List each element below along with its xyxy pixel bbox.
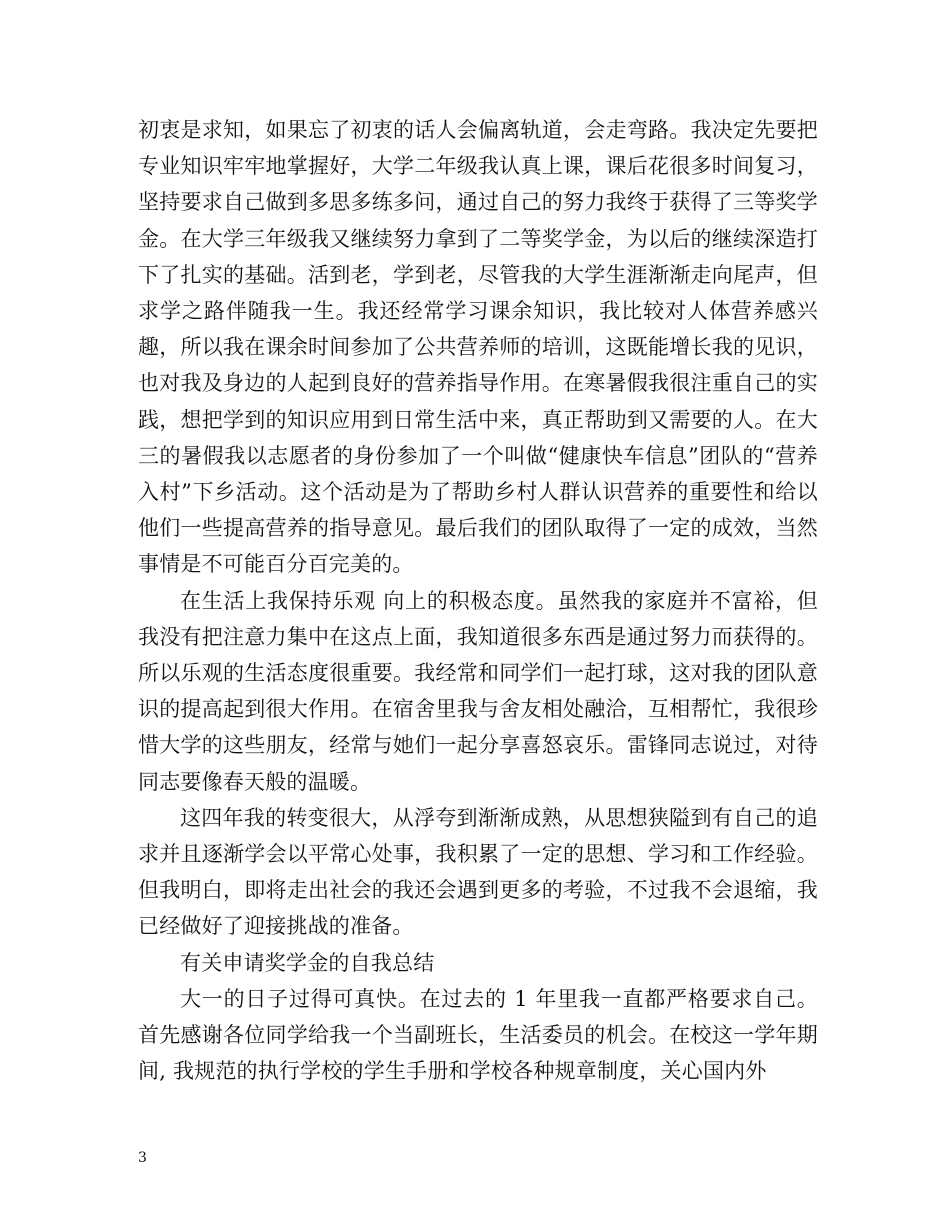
section-heading: 有关申请奖学金的自我总结 bbox=[180, 950, 435, 975]
page-number: 3 bbox=[138, 1150, 147, 1166]
document-body bbox=[138, 112, 818, 1089]
paragraph-first-year: 大一的日子过得可真快。在过去的 1 年里我一直都严格要求自己。首先感谢各位同学给我一个当副班长，生活委员的机会。在校这一学年期间, 我规范的执行学校的学生手册和学校各种规章制度，关心国内外 bbox=[138, 986, 818, 1084]
paragraph-life: 在生活上我保持乐观 向上的积极态度。虽然我的家庭并不富裕，但我没有把注意力集中在这点上面，我知道很多东西是通过努力而获得的。所以乐观的生活态度很重要。我经常和同学们一起打球，这对我的团队意识的提高起到很大作用。在宿舍里我与舍友相处融洽，互相帮忙，我很珍惜大学的这些朋友，经常与她们一起分享喜怒哀乐。雷锋同志说过，对待同志要像春天般的温暖。 bbox=[138, 588, 818, 794]
paragraph-growth: 这四年我的转变很大，从浮夸到渐渐成熟，从思想狭隘到有自己的追求并且逐渐学会以平常心处事，我积累了一定的思想、学习和工作经验。但我明白，即将走出社会的我还会遇到更多的考验，不过我不会退缩，我已经做好了迎接挑战的准备。 bbox=[138, 805, 818, 939]
paragraph-study: 初衷是求知，如果忘了初衷的话人会偏离轨道，会走弯路。我决定先要把专业知识牢牢地掌握好，大学二年级我认真上课，课后花很多时间复习，坚持要求自己做到多思多练多问，通过自己的努力我终于获得了三等奖学金。在大学三年级我又继续努力拿到了二等奖学金，为以后的继续深造打下了扎实的基础。活到老，学到老，尽管我的大学生涯渐渐走向尾声，但求学之路伴随我一生。我还经常学习课余知识，我比较对人体营养感兴趣，所以我在课余时间参加了公共营养师的培训，这既能增长我的见识，也对我及身边的人起到良好的营养指导作用。在寒暑假我很注重自己的实践，想把学到的知识应用到日常生活中来，真正帮助到又需要的人。在大三的暑假我以志愿者的身份参加了一个叫做“健康快车信息”团队的“营养入村”下乡活动。这个活动是为了帮助乡村人群认识营养的重要性和给以他们一些提高营养的指导意见。最后我们的团队取得了一定的成效，当然事情是不可能百分百完美的。 bbox=[138, 118, 818, 577]
